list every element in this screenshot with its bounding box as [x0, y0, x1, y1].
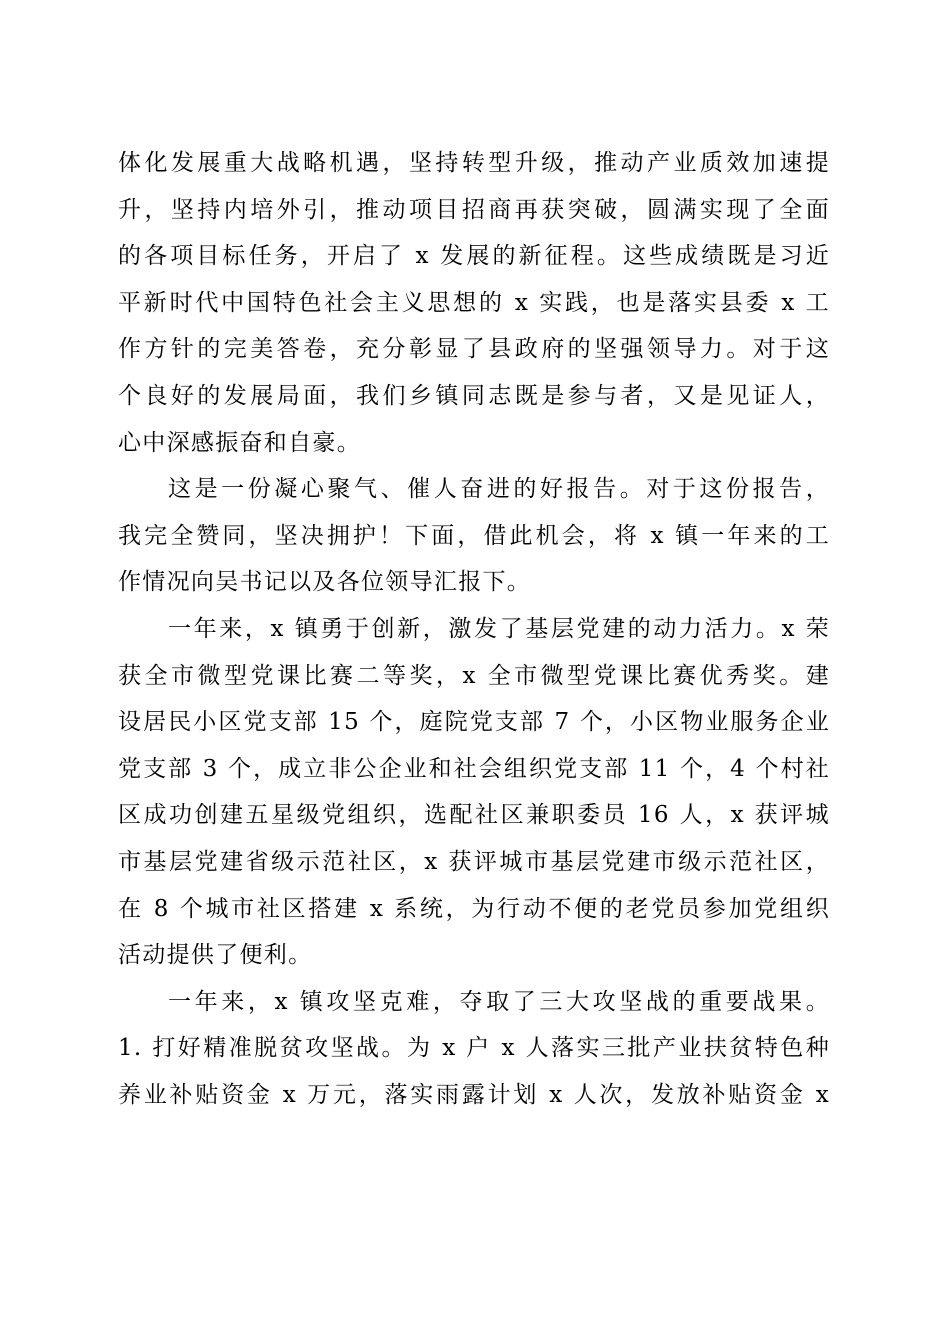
text-line: 这是一份凝心聚气、催人奋进的好报告。对于这份报告，	[168, 476, 830, 503]
paragraph-1	[118, 140, 830, 466]
text-line: 作方针的完美答卷，充分彰显了县政府的坚强领导力。对于这	[118, 336, 830, 363]
text-line: 心中深感振奋和自豪。	[118, 429, 361, 456]
text-line: 平新时代中国特色社会主义思想的 x 实践，也是落实县委 x 工	[118, 289, 830, 316]
text-line: 升，坚持内培外引，推动项目招商再获突破，圆满实现了全面	[118, 196, 830, 223]
text-line: 在 8 个城市社区搭建 x 系统，为行动不便的老党员参加党组织	[118, 895, 830, 922]
text-line: 区成功创建五星级党组织，选配社区兼职委员 16 人，x 获评城	[118, 802, 830, 829]
text-line: 市基层党建省级示范社区，x 获评城市基层党建市级示范社区，	[118, 848, 830, 875]
text-line: 个良好的发展局面，我们乡镇同志既是参与者，又是见证人，	[118, 382, 830, 409]
text-line: 体化发展重大战略机遇，坚持转型升级，推动产业质效加速提	[118, 150, 830, 176]
paragraph-2	[118, 466, 830, 606]
text-line: 作情况向吴书记以及各位领导汇报下。	[118, 569, 532, 596]
text-line: 活动提供了便利。	[118, 942, 313, 969]
paragraph-3	[118, 606, 830, 979]
text-line: 1. 打好精准脱贫攻坚战。为 x 户 x 人落实三批产业扶贫特色种	[118, 1035, 830, 1062]
text-line: 设居民小区党支部 15 个，庭院党支部 7 个，小区物业服务企业	[118, 709, 830, 736]
text-line: 获全市微型党课比赛二等奖，x 全市微型党课比赛优秀奖。建	[118, 662, 830, 689]
paragraph-4	[118, 979, 830, 1119]
text-line: 一年来，x 镇攻坚克难，夺取了三大攻坚战的重要战果。	[168, 988, 830, 1015]
text-line: 的各项目标任务，开启了 x 发展的新征程。这些成绩既是习近	[118, 243, 830, 270]
text-line: 养业补贴资金 x 万元，落实雨露计划 x 人次，发放补贴资金 x	[118, 1081, 830, 1108]
text-line: 一年来，x 镇勇于创新，激发了基层党建的动力活力。x 荣	[168, 615, 830, 642]
text-line: 我完全赞同，坚决拥护！下面，借此机会，将 x 镇一年来的工	[118, 522, 830, 549]
text-line: 党支部 3 个，成立非公企业和社会组织党支部 11 个，4 个村社	[118, 755, 830, 782]
